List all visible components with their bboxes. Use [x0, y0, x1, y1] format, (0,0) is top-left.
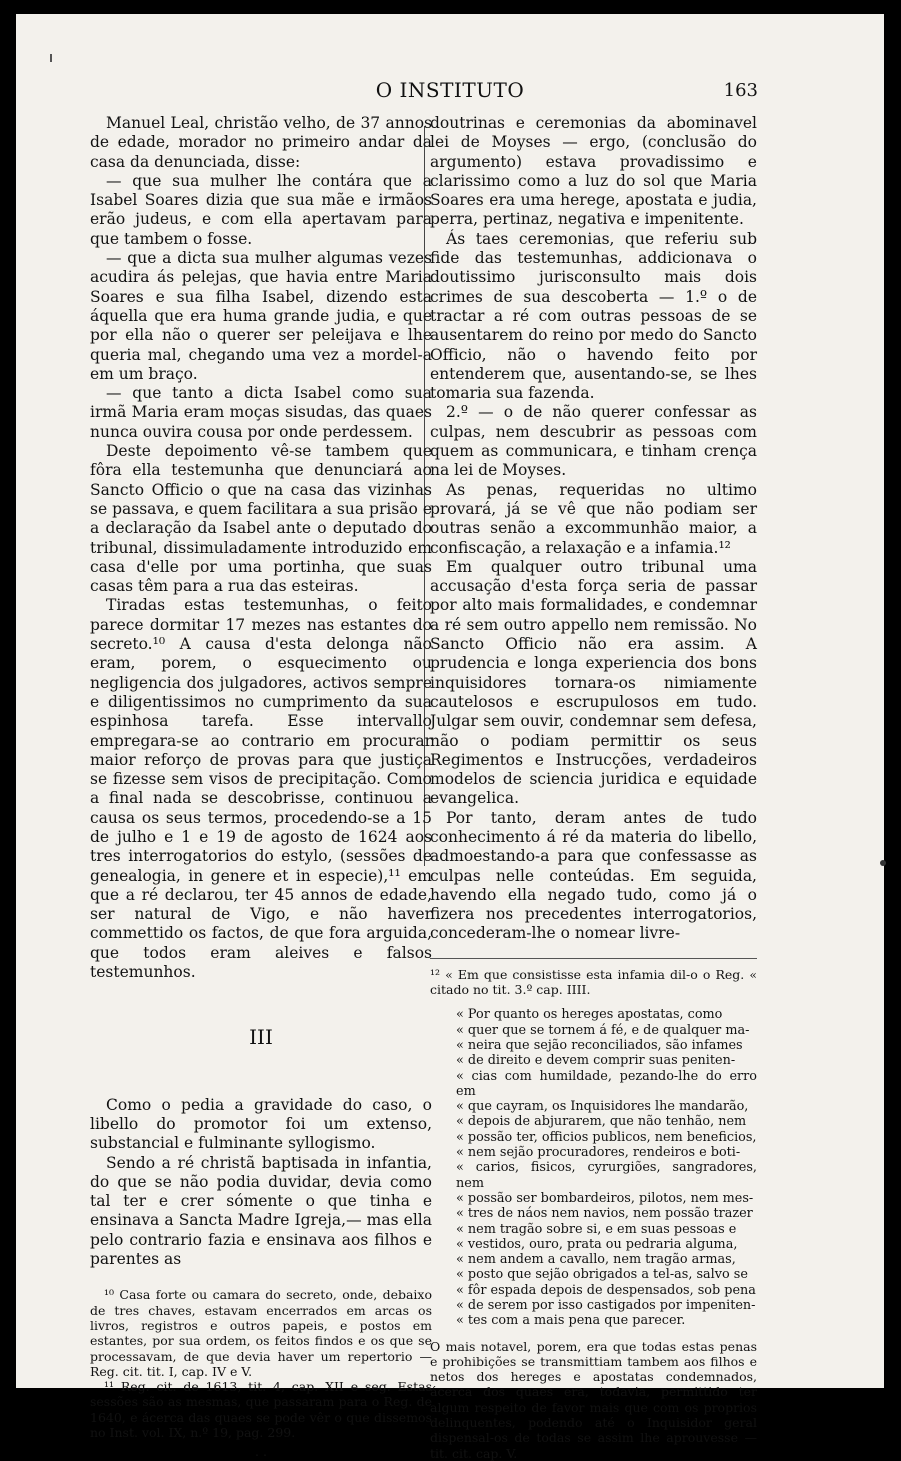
quote-line: « nem andem a cavallo, nem tragão armas, — [456, 1252, 736, 1268]
quote-line: « de direito e devem comprir suas peniten- — [456, 1053, 736, 1069]
paragraph: Manuel Leal, christão velho, de 37 annos de edade, morador no primeiro andar da casa da denunciada, disse: — [90, 114, 432, 171]
quote-line: « possão ser bombardeiros, pilotos, nem mes- — [456, 1190, 754, 1206]
paragraph: Ás taes ceremonias, que referiu sub fide das testemunhas, addicionava o doutissimo jurisconsulto mais dois crimes de sua descoberta — 1.º o de tractar a ré com outras pessoas de se ausentarem do reino por medo do Sancto Officio, não o havendo feito por entenderem que, ausentando-se, se lhes tomaria sua fazenda. — [430, 229, 757, 403]
paragraph: — que sua mulher lhe contára que a Isabel Soares dizia que sua mãe e irmãos erão judeus, e com ella apertavam para que tambem o fosse. — [90, 171, 432, 248]
left-body-text-after — [90, 1096, 432, 1270]
ink-blot — [880, 860, 886, 866]
quote-line: « posto que sejão obrigados a tel-as, salvo se — [456, 1267, 748, 1283]
footnote: ¹¹ Reg. cit. de 1613, tit. 4, cap. XII e seg. Estas sessões são as mesmas, que passaram para o Reg. de 1640, e ácerca das quaes se pode vêr o que dissemos no Inst. vol. IX, n.º 19, pag. 299. — [90, 1379, 432, 1440]
quote-line: « neira que sejão reconciliados, são infames — [456, 1037, 743, 1053]
quote-line: « carios, fisicos, cyrurgiões, sangradores, nem — [456, 1160, 757, 1191]
quote-line: « que cayram, os Inquisidores lhe mandarão, — [456, 1099, 749, 1115]
left-footnotes — [90, 1287, 432, 1440]
quote-line: « possão ter, officios publicos, nem beneficios, — [456, 1129, 757, 1145]
paragraph: Sendo a ré christã baptisada in infantia, do que se não podia duvidar, devia como tal ter e crer sómente o que tinha e ensinava a Sancta Madre Igreja,— mas ella pelo contrario fazia e ensinava aos filhos e parentes as — [90, 1153, 432, 1269]
paragraph: Em qualquer outro tribunal uma accusação d'esta força seria de passar por alto mais formalidades, e condemnar a ré sem outro appello nem remissão. No Sancto Officio não era assim. A prudencia e longa experiencia dos bons inquisidores tornara-os nimiamente cautelosos e escrupulosos em tudo. Julgar sem ouvir, condemnar sem defesa, não o podiam permittir os seus Regimentos e Instrucções, verdadeiros modelos de sciencia juridica e equidade evangelica. — [430, 557, 757, 808]
left-column — [90, 114, 432, 1460]
document-page — [16, 14, 884, 1461]
paragraph: Como o pedia a gravidade do caso, o libello do promotor foi um extenso, substancial e fulminante syllogismo. — [90, 1095, 432, 1153]
quote-line: « de serem por isso castigados por impeniten- — [456, 1298, 756, 1313]
paragraph: 2.º — o de não querer confessar as culpas, nem descubrir as pessoas com quem as communicara, e tinham crença na lei de Moyses. — [430, 403, 757, 480]
left-body-text — [90, 114, 432, 982]
quote-line: « vestidos, ouro, prata ou pedraria alguma, — [456, 1236, 738, 1252]
paragraph: — que tanto a dicta Isabel como sua irmã Maria eram moças sisudas, das quaes nunca ouvira cousa por onde perdessem. — [90, 384, 432, 441]
right-column — [430, 114, 757, 1461]
footnote-rule — [430, 958, 757, 959]
page-number: 163 — [723, 80, 758, 101]
quote-line: « tes com a mais pena que parecer. — [456, 1313, 686, 1329]
quote-line: « Por quanto os hereges apostatas, como — [456, 1007, 723, 1023]
right-body-text — [430, 114, 757, 944]
quote-line: « fôr espada depois de despensados, sob pena — [456, 1282, 756, 1298]
paragraph: Tiradas estas testemunhas, o feito parece dormitar 17 mezes nas estantes do secreto.¹⁰ A causa d'esta delonga não eram, porem, o esquecimento ou negligencia dos julgadores, activos sempre e diligentissimos no cumprimento da sua espinhosa tarefa. Esse intervallo empregara-se ao contrario em procurar maior reforço de provas para que justiça se fizesse sem visos de precipitação. Como a final nada se descobrisse, continuou a causa os seus termos, procedendo-se a 15 de julho e 1 e 19 de agosto de 1624 aos tres interrogatorios do estylo, (sessões de genealogia, in genere et in especie),¹¹ em que a ré declarou, ter 45 annos de edade, ser natural de Vigo, e não haver commettido os factos, de que fora arguida, que todos eram aleives e falsos testemunhos. — [90, 596, 432, 982]
section-heading: III — [249, 1025, 273, 1050]
quote-line: « nem tragão sobre si, e em suas pessoas e — [456, 1221, 737, 1237]
quote-line: « quer que se tornem á fé, e de qualquer ma- — [456, 1022, 750, 1038]
paragraph: Deste depoimento vê-se tambem que fôra ella testemunha que denunciará ao Sancto Officio o que na casa das vizinhas se passava, e quem facilitara a sua prisão e a declaração da Isabel ante o deputado do tribunal, dissimuladamente introduzido em casa d'elle por uma portinha, que suas casas têm para a rua das esteiras. — [90, 442, 432, 596]
quote-line: « tres de náos nem navios, nem possão trazer — [456, 1206, 753, 1222]
closing-footnote: O mais notavel, porem, era que todas estas penas e prohibições se transmittiam tambem aos filhos e netos dos hereges e apostatas condemnados, ácerca dos quaes era, todavia, permittido ter algum respeito de favor mais que com os proprios delinquentes, podendo até o Inquisidor geral dispensal-os de todas se assim lhe aprouvesse — tit. cit. cap. V. — [430, 1338, 757, 1461]
paragraph: doutrinas e ceremonias da abominavel lei de Moyses — ergo, (conclusão do argumento) estava provadissimo e clarissimo como a luz do sol que Maria Soares era uma herege, apostata e judia, perra, pertinaz, negativa e impenitente. — [430, 114, 757, 229]
footnote: ¹⁰ Casa forte ou camara do secreto, onde, debaixo de tres chaves, estavam encerrados em arcas os livros, registros e outros papeis, e postos em estantes, por sua ordem, os feitos findos e os que se processavam, de que devia haver um repertorio — Reg. cit. tit. I, cap. IV e V. — [90, 1287, 432, 1379]
regimento-quote — [456, 1007, 757, 1328]
running-header-title: O INSTITUTO — [375, 78, 525, 102]
quote-line: « cias com humildade, pezando-lhe do erro em — [456, 1068, 757, 1099]
quote-line: « nem sejão procuradores, rendeiros e boti- — [456, 1145, 741, 1161]
dots: . . — [255, 1444, 267, 1460]
paragraph: — que a dicta sua mulher algumas vezes acudira ás pelejas, que havia entre Maria Soares e sua filha Isabel, dizendo esta áquella que era huma grande judia, e que por ella não o querer ser peleijava e lhe queria mal, chegando uma vez a mordel-a em um braço. — [90, 249, 432, 383]
paragraph: As penas, requeridas no ultimo provará, já se vê que não podiam ser outras senão a excommunhão maior, a confiscação, a relaxação e a infamia.¹² — [430, 480, 757, 557]
quote-line: « depois de abjurarem, que não tenhão, nem — [456, 1114, 747, 1130]
footnote-12: ¹² « Em que consistisse esta infamia dil-o o Reg. « citado no tit. 3.º cap. IIII. — [430, 966, 757, 998]
page-mark — [50, 54, 52, 62]
paragraph: Por tanto, deram antes de tudo conhecimento á ré da materia do libello, admoestando-a para que confessasse as culpas nelle conteúdas. Em seguida, havendo ella negado tudo, como já o fizera nos precedentes interrogatorios, concederam-lhe o nomear livre- — [430, 808, 757, 943]
